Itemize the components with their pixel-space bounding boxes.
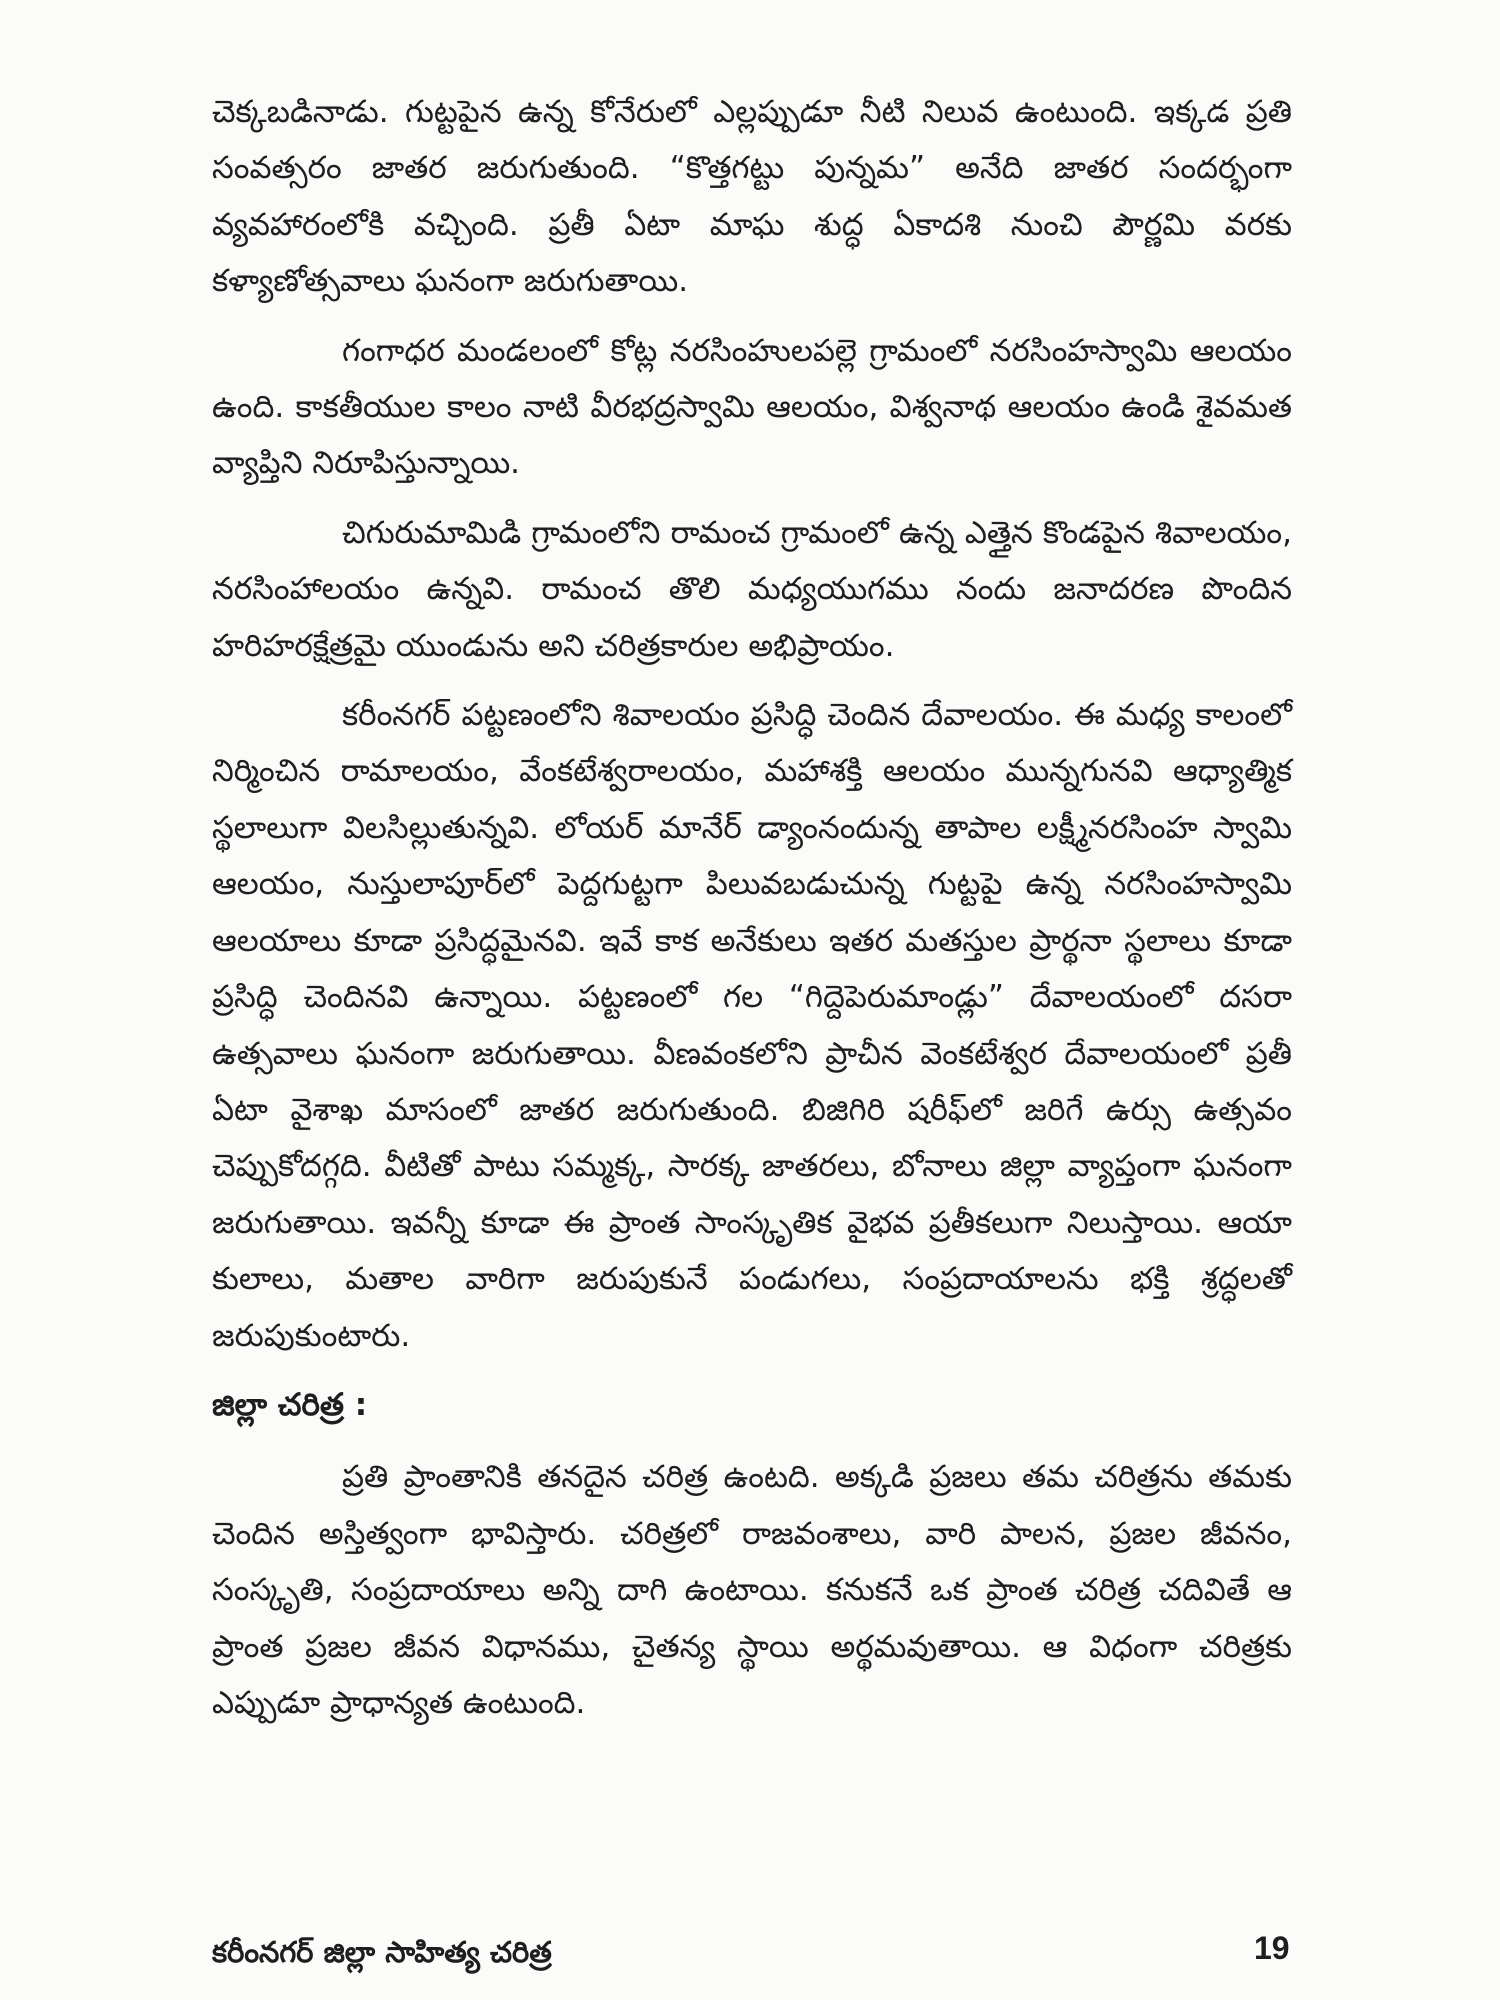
- running-footer-title: కరీంనగర్ జిల్లా సాహిత్య చరిత్ర: [212, 1935, 552, 1969]
- paragraph-chigurumamidi: చిగురుమామిడి గ్రామంలోని రామంచ గ్రామంలో ఉన్న ఎత్తైన కొండపైన శివాలయం, నరసింహాలయం ఉన్నవి. రామంచ తొలి మధ్యయుగము నందు జనాదరణ పొందిన హరిహరక్షేత్రమై యుండును అని చరిత్రకారుల అభిప్రాయం.: [212, 514, 1292, 664]
- section-heading: జిల్లా చరిత్ర :: [212, 1386, 368, 1423]
- page-number: 19: [1254, 1930, 1290, 1966]
- paragraph-continued: చెక్కబడినాడు. గుట్టపైన ఉన్న కోనేరులో ఎల్లప్పుడూ నీటి నిలువ ఉంటుంది. ఇక్కడ ప్రతి సంవత్సరం జాతర జరుగుతుంది. “కొత్తగట్టు పున్నమ” అనేది జాతర సందర్భంగా వ్యవహారంలోకి వచ్చింది. ప్రతీ ఏటా మాఘ శుద్ధ ఏకాదశి నుంచి పౌర్ణమి వరకు కళ్యాణోత్సవాలు ఘనంగా జరుగుతాయి.: [212, 94, 1292, 300]
- paragraph-district-history: ప్రతి ప్రాంతానికి తనదైన చరిత్ర ఉంటది. అక్కడి ప్రజలు తమ చరిత్రను తమకు చెందిన అస్తిత్వంగా భావిస్తారు. చరిత్రలో రాజవంశాలు, వారి పాలన, ప్రజల జీవనం, సంస్కృతి, సంప్రదాయాలు అన్ని దాగి ఉంటాయి. కనుకనే ఒక ప్రాంత చరిత్ర చదివితే ఆ ప్రాంత ప్రజల జీవన విధానము, చైతన్య స్థాయి అర్థమవుతాయి. ఆ విధంగా చరిత్రకు ఎప్పుడూ ప్రాధాన్యత ఉంటుంది.: [212, 1459, 1292, 1721]
- paragraph-karimnagar-town: కరీంనగర్ పట్టణంలోని శివాలయం ప్రసిద్ధి చెందిన దేవాలయం. ఈ మధ్య కాలంలో నిర్మించిన రామాలయం, వేంకటేశ్వరాలయం, మహాశక్తి ఆలయం మున్నగునవి ఆధ్యాత్మిక స్థలాలుగా విలసిల్లుతున్నవి. లోయర్ మానేర్ డ్యాంనందున్న తాపాల లక్ష్మీనరసింహ స్వామి ఆలయం, నుస్తులాపూర్‌లో పెద్దగుట్టగా పిలువబడుచున్న గుట్టపై ఉన్న నరసింహస్వామి ఆలయాలు కూడా ప్రసిద్ధమైనవి. ఇవే కాక అనేకులు ఇతర మతస్తుల ప్రార్థనా స్థలాలు కూడా ప్రసిద్ధి చెందినవి ఉన్నాయి. పట్టణంలో గల “గిద్దెపెరుమాండ్లు” దేవాలయంలో దసరా ఉత్సవాలు ఘనంగా జరుగుతాయి. వీణవంకలోని ప్రాచీన వెంకటేశ్వర దేవాలయంలో ప్రతీ ఏటా వైశాఖ మాసంలో జాతర జరుగుతుంది. బిజిగిరి షరీఫ్‌లో జరిగే ఉర్సు ఉత్సవం చెప్పుకోదగ్గది. వీటితో పాటు సమ్మక్క, సారక్క జాతరలు, బోనాలు జిల్లా వ్యాప్తంగా ఘనంగా జరుగుతాయి. ఇవన్నీ కూడా ఈ ప్రాంత సాంస్కృతిక వైభవ ప్రతీకలుగా నిలుస్తాయి. ఆయా కులాలు, మతాల వారిగా జరుపుకునే పండుగలు, సంప్రదాయాలను భక్తి శ్రద్ధలతో జరుపుకుంటారు.: [212, 697, 1292, 1354]
- body-text: [212, 84, 1292, 1744]
- paragraph-gangadhara: గంగాధర మండలంలో కోట్ల నరసింహులపల్లె గ్రామంలో నరసింహస్వామి ఆలయం ఉంది. కాకతీయుల కాలం నాటి వీరభద్రస్వామి ఆలయం, విశ్వనాథ ఆలయం ఉండి శైవమత వ్యాప్తిని నిరూపిస్తున్నాయి.: [212, 332, 1292, 482]
